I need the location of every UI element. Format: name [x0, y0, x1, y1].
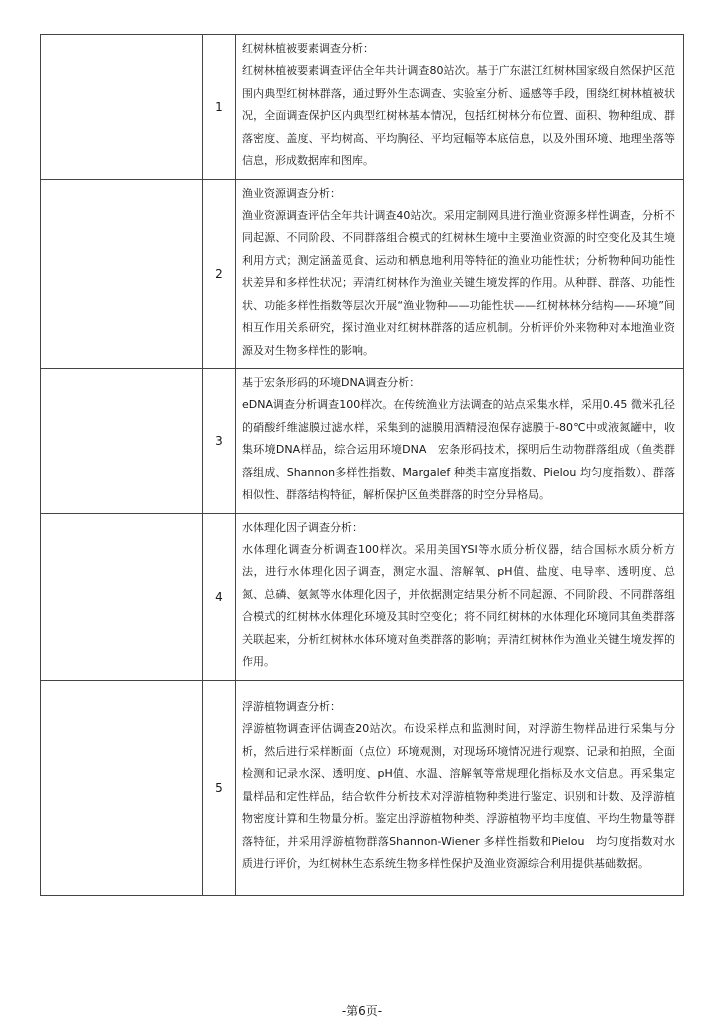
row-body: 浮游植物调查评估调查20站次。布设采样点和监测时间，对浮游生物样品进行采集与分析，然后进行采样断面（点位）环境观测，对现场环境情况进行观察、记录和拍照，全面检测和记录水深、透明度、pH值、水温、溶解氧等常规理化指标及水文信息。再采集定量样品和定性样品，结合软件分析技术对浮游植物种类进行鉴定、识别和计数、及浮游植物密度计算和生物量分析。鉴定出浮游植物种类、浮游植物平均丰度值、平均生物量等群落特征，并采用浮游植物群落Shannon-Wiener 多样性指数和Pielou 均匀度指数对水质进行评价，为红树林生态系统生物多样性保护及渔业资源综合利用提供基础数据。 [242, 722, 675, 871]
empty-cell [41, 179, 203, 369]
row-body: 水体理化调查分析调查100样次。采用美国YSI等水质分析仪器，结合国标水质分析方法，进行水体理化因子调查，测定水温、溶解氧、pH值、盐度、电导率、透明度、总氮、总磷、氨氮等水体理化因子，并依据测定结果分析不同起源、不同阶段、不同群落组合模式的红树林水体理化环境及其时空变化；将不同红树林的水体理化环境同其鱼类群落关联起来，分析红树林水体环境对鱼类群落的影响；弄清红树林作为渔业关键生境发挥的作用。 [242, 542, 675, 668]
empty-cell [41, 513, 203, 680]
row-content [236, 680, 684, 895]
row-title: 渔业资源调查分析： [242, 186, 341, 200]
row-number: 2 [203, 179, 236, 369]
row-title: 水体理化因子调查分析： [242, 520, 363, 534]
table-row [41, 369, 684, 514]
table-row [41, 35, 684, 180]
table-row [41, 680, 684, 895]
empty-cell [41, 680, 203, 895]
row-title: 浮游植物调查分析： [242, 700, 341, 714]
row-number: 5 [203, 680, 236, 895]
empty-cell [41, 369, 203, 514]
row-content [236, 35, 684, 180]
row-number: 1 [203, 35, 236, 180]
row-content [236, 179, 684, 369]
row-content [236, 369, 684, 514]
row-body: 红树林植被要素调查评估全年共计调查80站次。基于广东湛江红树林国家级自然保护区范围内典型红树林群落，通过野外生态调查、实验室分析、遥感等手段，围绕红树林植被状况，全面调查保护区内典型红树林基本情况，包括红树林分布位置、面积、物种组成、群落密度、盖度、平均树高、平均胸径、平均冠幅等本底信息，以及外围环境、地理坐落等信息，形成数据库和图库。 [242, 64, 675, 167]
row-body: 渔业资源调查评估全年共计调查40站次。采用定制网具进行渔业资源多样性调查，分析不同起源、不同阶段、不同群落组合模式的红树林生境中主要渔业资源的时空变化及其生境利用方式；测定涵盖觅食、运动和栖息地利用等特征的渔业功能性状；分析物种间功能性状差异和多样性状况；弄清红树林作为渔业关键生境发挥的作用。从种群、群落、功能性状、功能多样性指数等层次开展“渔业物种——功能性状——红树林林分结构——环境”间相互作用关系研究，探讨渔业对红树林群落的适应机制。分析评价外来物种对本地渔业资源及对生物多样性的影响。 [242, 208, 675, 357]
table-row [41, 179, 684, 369]
row-number: 3 [203, 369, 236, 514]
row-number: 4 [203, 513, 236, 680]
row-content [236, 513, 684, 680]
row-title: 红树林植被要素调查分析： [242, 42, 374, 55]
page-number: -第6页- [341, 1004, 383, 1018]
row-body: eDNA调查分析调查100样次。在传统渔业方法调查的站点采集水样，采用0.45 微米孔径的硝酸纤维滤膜过滤水样，采集到的滤膜用酒精浸泡保存滤膜于-80℃中或液氮罐中，收集环境DNA样品，综合运用环境DNA 宏条形码技术，探明后生动物群落组成（鱼类群落组成、Shannon多样性指数、Margalef 种类丰富度指数、Pielou 均匀度指数）、群落相似性、群落结构特征，解析保护区鱼类群落的时空分异格局。 [242, 398, 675, 501]
row-title: 基于宏条形码的环境DNA调查分析： [242, 376, 421, 389]
table-row [41, 513, 684, 680]
empty-cell [41, 35, 203, 180]
content-table [40, 34, 684, 896]
